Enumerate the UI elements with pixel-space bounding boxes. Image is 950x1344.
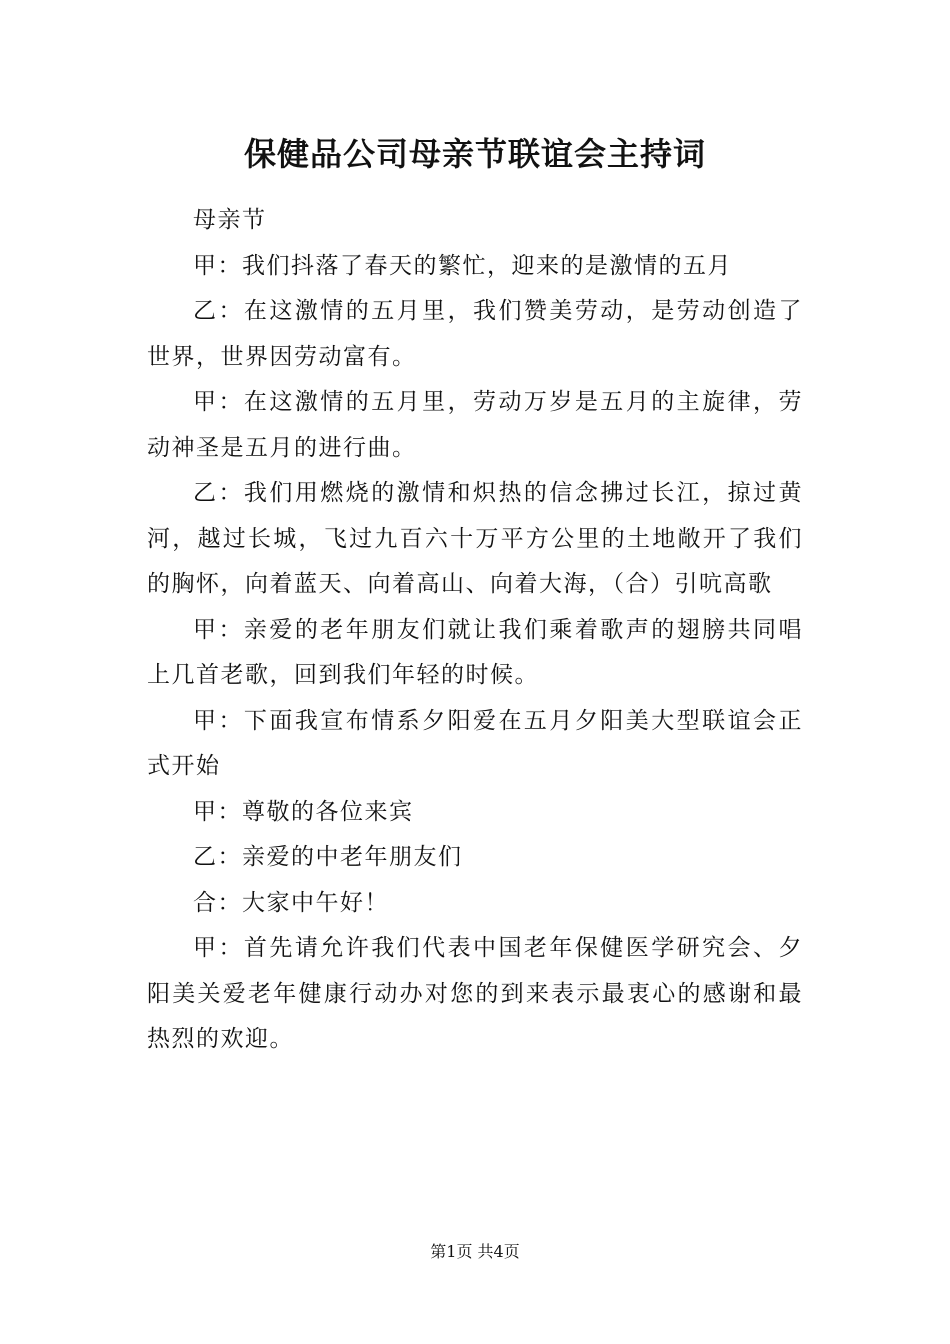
paragraph: 乙：我们用燃烧的激情和炽热的信念拂过长江，掠过黄河，越过长城，飞过九百六十万平方公里的土地敞开了我们的胸怀，向着蓝天、向着高山、向着大海，（合）引吭高歌 — [147, 480, 803, 597]
document-title: 保健品公司母亲节联谊会主持词 — [243, 135, 706, 173]
paragraph: 甲：首先请允许我们代表中国老年保健医学研究会、夕阳美关爱老年健康行动办对您的到来表示最衷心的感谢和最热烈的欢迎。 — [147, 935, 803, 1052]
paragraph: 乙：在这激情的五月里，我们赞美劳动，是劳动创造了世界，世界因劳动富有。 — [147, 298, 803, 370]
paragraph: 母亲节 — [193, 207, 267, 233]
paragraph: 甲：下面我宣布情系夕阳爱在五月夕阳美大型联谊会正式开始 — [147, 707, 803, 779]
paragraph: 合：大家中午好！ — [193, 889, 389, 916]
page-footer: 第1页 共4页 — [430, 1242, 520, 1261]
paragraph: 甲：亲爱的老年朋友们就让我们乘着歌声的翅膀共同唱上几首老歌，回到我们年轻的时候。 — [147, 616, 803, 688]
paragraph: 甲：尊敬的各位来宾 — [193, 798, 414, 825]
paragraph: 甲：在这激情的五月里，劳动万岁是五月的主旋律，劳动神圣是五月的进行曲。 — [147, 389, 803, 461]
document-body — [147, 198, 803, 1063]
paragraph: 乙：亲爱的中老年朋友们 — [193, 844, 463, 870]
paragraph: 甲：我们抖落了春天的繁忙，迎来的是激情的五月 — [193, 252, 732, 279]
